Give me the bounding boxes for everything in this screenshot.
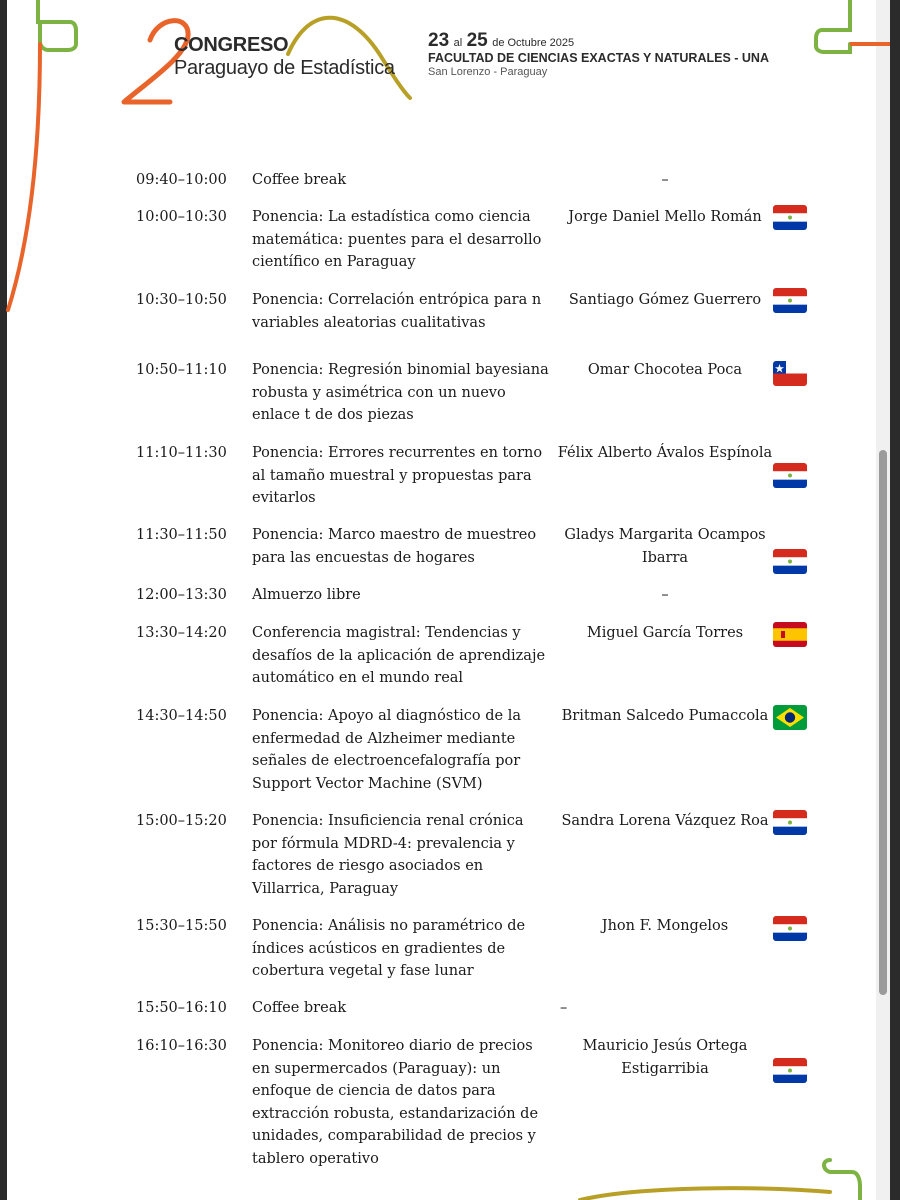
event-location: San Lorenzo - Paraguay [428, 66, 548, 78]
session-title: Ponencia: Marco maestro de muestreo para las encuestas de hogares [252, 527, 537, 566]
session-time: 15:00–15:20 [136, 813, 227, 829]
paraguay-flag-icon [773, 810, 807, 835]
session-time: 09:40–10:00 [136, 172, 227, 188]
date-month: de Octubre 2025 [492, 37, 575, 49]
session-title: Ponencia: Apoyo al diagnóstico de la enfermedad de Alzheimer mediante señales de electroencefalografía por Support Vector Machine (SVM) [252, 708, 521, 792]
session-speaker: – [661, 172, 669, 188]
session-speaker: Miguel García Torres [586, 625, 744, 641]
event-dates [428, 30, 574, 52]
session-title: Ponencia: Errores recurrentes en torno al tamaño muestral y propuestas para evitarlos [252, 445, 543, 507]
paraguay-flag-icon [773, 288, 807, 313]
paraguay-flag-icon [773, 1058, 807, 1083]
date-end: 25 [466, 30, 488, 51]
session-time: 11:10–11:30 [136, 445, 227, 461]
chile-flag-icon [773, 361, 807, 386]
brazil-flag-icon [773, 705, 807, 730]
session-speaker: Gladys Margarita Ocampos Ibarra [564, 527, 766, 566]
session-speaker: Félix Alberto Ávalos Espínola [557, 445, 773, 461]
session-speaker: Britman Salcedo Pumaccola [561, 708, 769, 724]
faculty-name: FACULTAD DE CIENCIAS EXACTAS Y NATURALES - UNA [428, 51, 769, 65]
session-title: Ponencia: Correlación entrópica para n variables aleatorias cualitativas [252, 292, 542, 331]
session-time: 12:00–13:30 [136, 587, 227, 603]
session-speaker: Sandra Lorena Vázquez Roa [561, 813, 769, 829]
session-title: Almuerzo libre [252, 587, 361, 603]
congress-header [0, 0, 870, 120]
session-time: 11:30–11:50 [136, 527, 227, 543]
session-time: 15:30–15:50 [136, 918, 227, 934]
spain-flag-icon [773, 622, 807, 647]
session-title: Coffee break [252, 172, 347, 188]
session-speaker: Jorge Daniel Mello Román [568, 209, 762, 225]
session-speaker: Mauricio Jesús Ortega Estigarribia [582, 1038, 748, 1077]
session-title: Coffee break [252, 1000, 347, 1016]
session-title: Ponencia: La estadística como ciencia matemática: puentes para el desarrollo científico en Paraguay [252, 209, 542, 271]
session-speaker: – [661, 587, 669, 603]
scrollbar-thumb[interactable] [879, 450, 887, 995]
bottom-right-ornament [560, 1150, 870, 1200]
session-time: 16:10–16:30 [136, 1038, 227, 1054]
paraguay-flag-icon [773, 463, 807, 488]
session-title: Conferencia magistral: Tendencias y desafíos de la aplicación de aprendizaje automático en el mundo real [252, 625, 546, 687]
paraguay-flag-icon [773, 916, 807, 941]
paraguay-flag-icon [773, 205, 807, 230]
session-title: Ponencia: Análisis no paramétrico de índices acústicos en gradientes de cobertura vegetal y fase lunar [252, 918, 526, 980]
logo-title: CONGRESO [174, 34, 289, 56]
session-time: 13:30–14:20 [136, 625, 227, 641]
scrollbar[interactable] [876, 0, 890, 1200]
session-time: 15:50–16:10 [136, 1000, 227, 1016]
session-title: Ponencia: Monitoreo diario de precios en supermercados (Paraguay): un enfoque de ciencia de datos para extracción robusta, estandarización de unidades, comparabilidad de precios y tablero operativo [252, 1038, 539, 1167]
session-speaker: – [560, 1000, 568, 1016]
session-title: Ponencia: Insuficiencia renal crónica por fórmula MDRD-4: prevalencia y factores de riesgo asociados en Villarrica, Paraguay [252, 813, 524, 897]
paraguay-flag-icon [773, 549, 807, 574]
session-time: 10:50–11:10 [136, 362, 227, 378]
right-edge [890, 0, 900, 1200]
session-title: Ponencia: Regresión binomial bayesiana robusta y asimétrica con un nuevo enlace t de dos piezas [252, 362, 549, 424]
date-start: 23 [428, 30, 450, 51]
session-speaker: Omar Chocotea Poca [587, 362, 743, 378]
logo-subtitle: Paraguayo de Estadística [174, 57, 395, 79]
session-speaker: Jhon F. Mongelos [601, 918, 729, 934]
session-speaker: Santiago Gómez Guerrero [568, 292, 762, 308]
session-time: 10:00–10:30 [136, 209, 227, 225]
session-time: 14:30–14:50 [136, 708, 227, 724]
session-time: 10:30–10:50 [136, 292, 227, 308]
date-connector: al [453, 37, 463, 49]
